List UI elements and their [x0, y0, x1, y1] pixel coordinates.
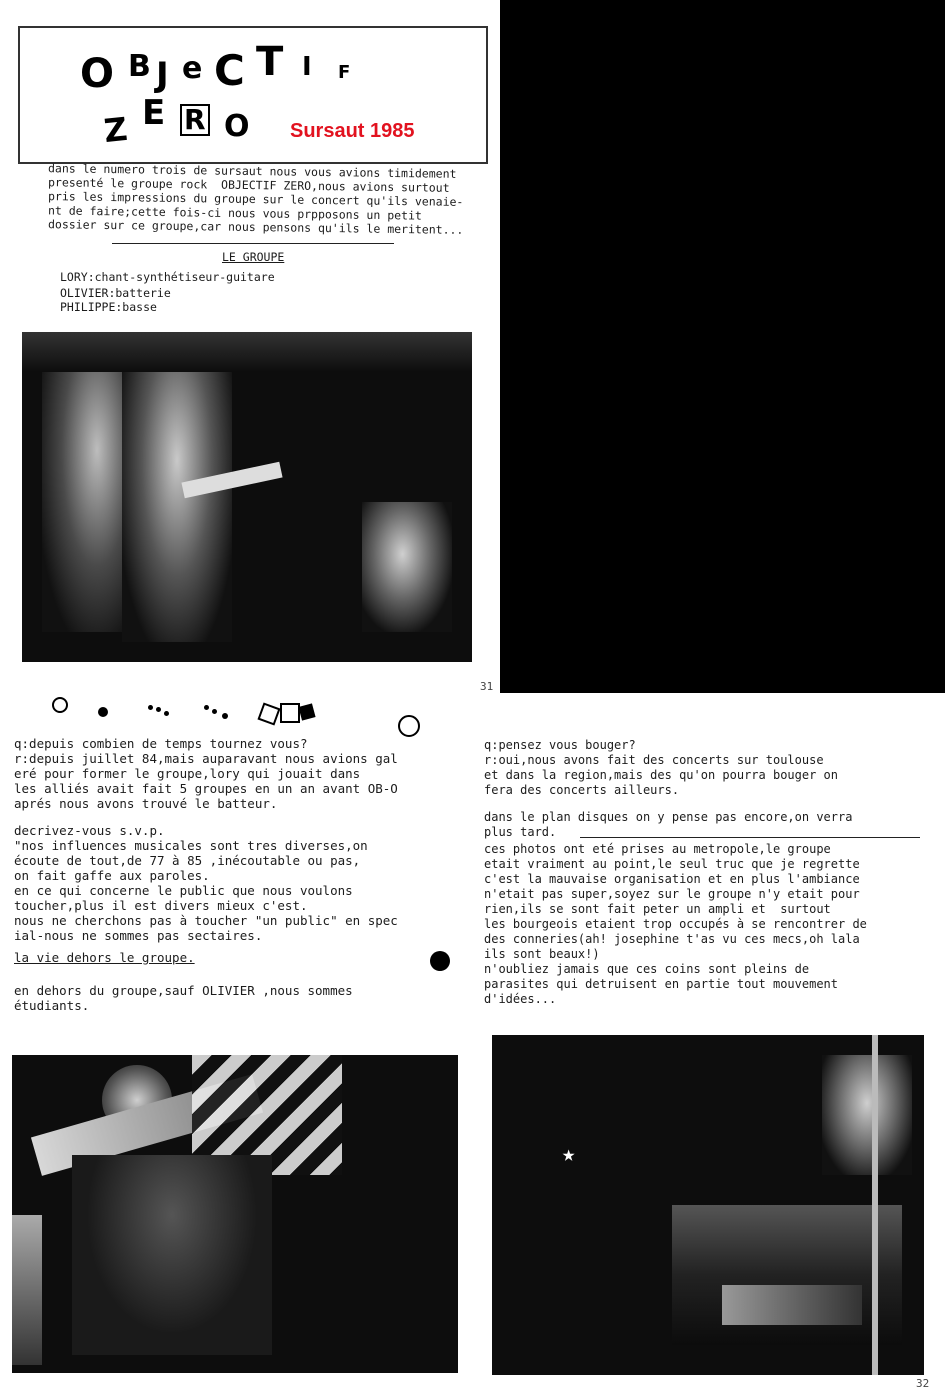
dot-icon — [98, 707, 108, 717]
interview-line: "nos influences musicales sont tres diverses,on — [14, 838, 368, 853]
interview-line: les alliés avait fait 5 groupes en un an avant OB-O — [14, 781, 398, 796]
title-letter: J — [156, 55, 169, 95]
interview-line: ial-nous ne sommes pas sectaires. — [14, 928, 263, 943]
dot-icon — [430, 951, 450, 971]
dots-icon — [148, 705, 170, 717]
interview-line: ils sont beaux!) — [484, 947, 600, 961]
interview-line: nous ne cherchons pas à toucher "un public" en spec — [14, 913, 398, 928]
interview-line: écoute de tout,de 77 à 85 ,inécoutable ou pas, — [14, 853, 361, 868]
title-letter: T — [256, 39, 284, 85]
interview-line: en dehors du groupe,sauf OLIVIER ,nous sommes — [14, 983, 353, 998]
star-icon: ★ — [562, 1142, 576, 1167]
interview-line: fera des concerts ailleurs. — [484, 783, 680, 797]
zero-letter: O — [224, 109, 250, 144]
interview-line: rien,ils se sont fait peter un ampli et surtout — [484, 902, 831, 916]
interview-line: r:depuis juillet 84,mais auparavant nous avions gal — [14, 751, 398, 766]
interview-line: r:oui,nous avons fait des concerts sur toulouse — [484, 753, 824, 767]
zero-letter: Z — [102, 109, 130, 151]
interview-line: c'est la mauvaise organisation et en plus l'ambiance — [484, 872, 860, 886]
interview-line: les bourgeois etaient trop occupés à se rencontrer de — [484, 917, 867, 931]
band-photo-guitarist — [12, 1055, 458, 1373]
interview-line: d'idées... — [484, 992, 557, 1006]
separator-rule — [112, 243, 394, 244]
circle-icon — [52, 697, 68, 713]
band-photo-keyboard — [492, 1035, 924, 1375]
interview-line: decrivez-vous s.v.p. — [14, 823, 165, 838]
member-line: OLIVIER:batterie — [60, 286, 171, 300]
title-letter: e — [182, 51, 203, 86]
zero-letter: E — [142, 93, 166, 133]
interview-line: étudiants. — [14, 998, 90, 1013]
interview-line: parasites qui detruisent en partie tout mouvement — [484, 977, 839, 991]
interview-line: en ce qui concerne le public que nous voulons — [14, 883, 353, 898]
separator-rule — [580, 837, 920, 838]
group-heading: LE GROUPE — [222, 250, 285, 264]
interview-line: q:pensez vous bouger? — [484, 738, 636, 752]
title-letter: B — [128, 49, 151, 84]
intro-line: pris les impressions du groupe sur le concert qu'ils venaie- — [47, 189, 464, 209]
squares-icon — [260, 701, 316, 723]
interview-line: on fait gaffe aux paroles. — [14, 868, 210, 883]
interview-line: dans le plan disques on y pense pas encore,on verra — [484, 810, 853, 824]
intro-line: dans le numero trois de sursaut nous vous avions timidement — [47, 161, 457, 181]
interview-line: plus tard. — [484, 825, 557, 839]
dots-icon — [204, 705, 230, 721]
interview-line: n'etait pas super,soyez sur le groupe n'y etait pour — [484, 887, 860, 901]
page-number: 31 — [480, 680, 494, 693]
interview-line: des conneries(ah! josephine t'as vu ces mecs,oh lala — [484, 932, 860, 946]
interview-line: ces photos ont eté prises au metropole,le groupe — [484, 842, 831, 856]
intro-line: dossier sur ce groupe,car nous pensons qu'ils le meritent... — [47, 217, 464, 237]
member-line: LORY:chant-synthétiseur-guitare — [60, 270, 275, 284]
title-letter: I — [302, 52, 312, 82]
interview-line: etait vraiment au point,le seul truc que je regrette — [484, 857, 860, 871]
circle-icon — [398, 715, 420, 737]
member-line: PHILIPPE:basse — [60, 300, 157, 314]
interview-line: q:depuis combien de temps tournez vous? — [14, 736, 308, 751]
title-box — [18, 26, 488, 164]
sursaut-tag: Sursaut 1985 — [290, 120, 415, 142]
zero-letter: R — [180, 104, 210, 136]
page-number: 32 — [916, 1377, 930, 1390]
interview-line: n'oubliez jamais que ces coins sont pleins de — [484, 962, 810, 976]
title-letter: C — [214, 46, 245, 95]
interview-line: aprés nous avons trouvé le batteur. — [14, 796, 278, 811]
interview-line: et dans la region,mais des qu'on pourra bouger on — [484, 768, 839, 782]
zine-page-bottom — [0, 693, 945, 1395]
title-letter: F — [338, 62, 351, 83]
zine-page-top — [0, 0, 500, 693]
interview-line: toucher,plus il est divers mieux c'est. — [14, 898, 308, 913]
band-photo-live — [22, 332, 472, 662]
intro-line: presenté le groupe rock OBJECTIF ZERO,nous avions surtout — [47, 175, 450, 195]
intro-line: nt de faire;cette fois-ci nous vous prpposons un petit — [47, 203, 422, 223]
title-letter: O — [80, 51, 115, 97]
section-heading: la vie dehors le groupe. — [14, 950, 195, 965]
interview-line: eré pour former le groupe,lory qui jouait dans — [14, 766, 361, 781]
